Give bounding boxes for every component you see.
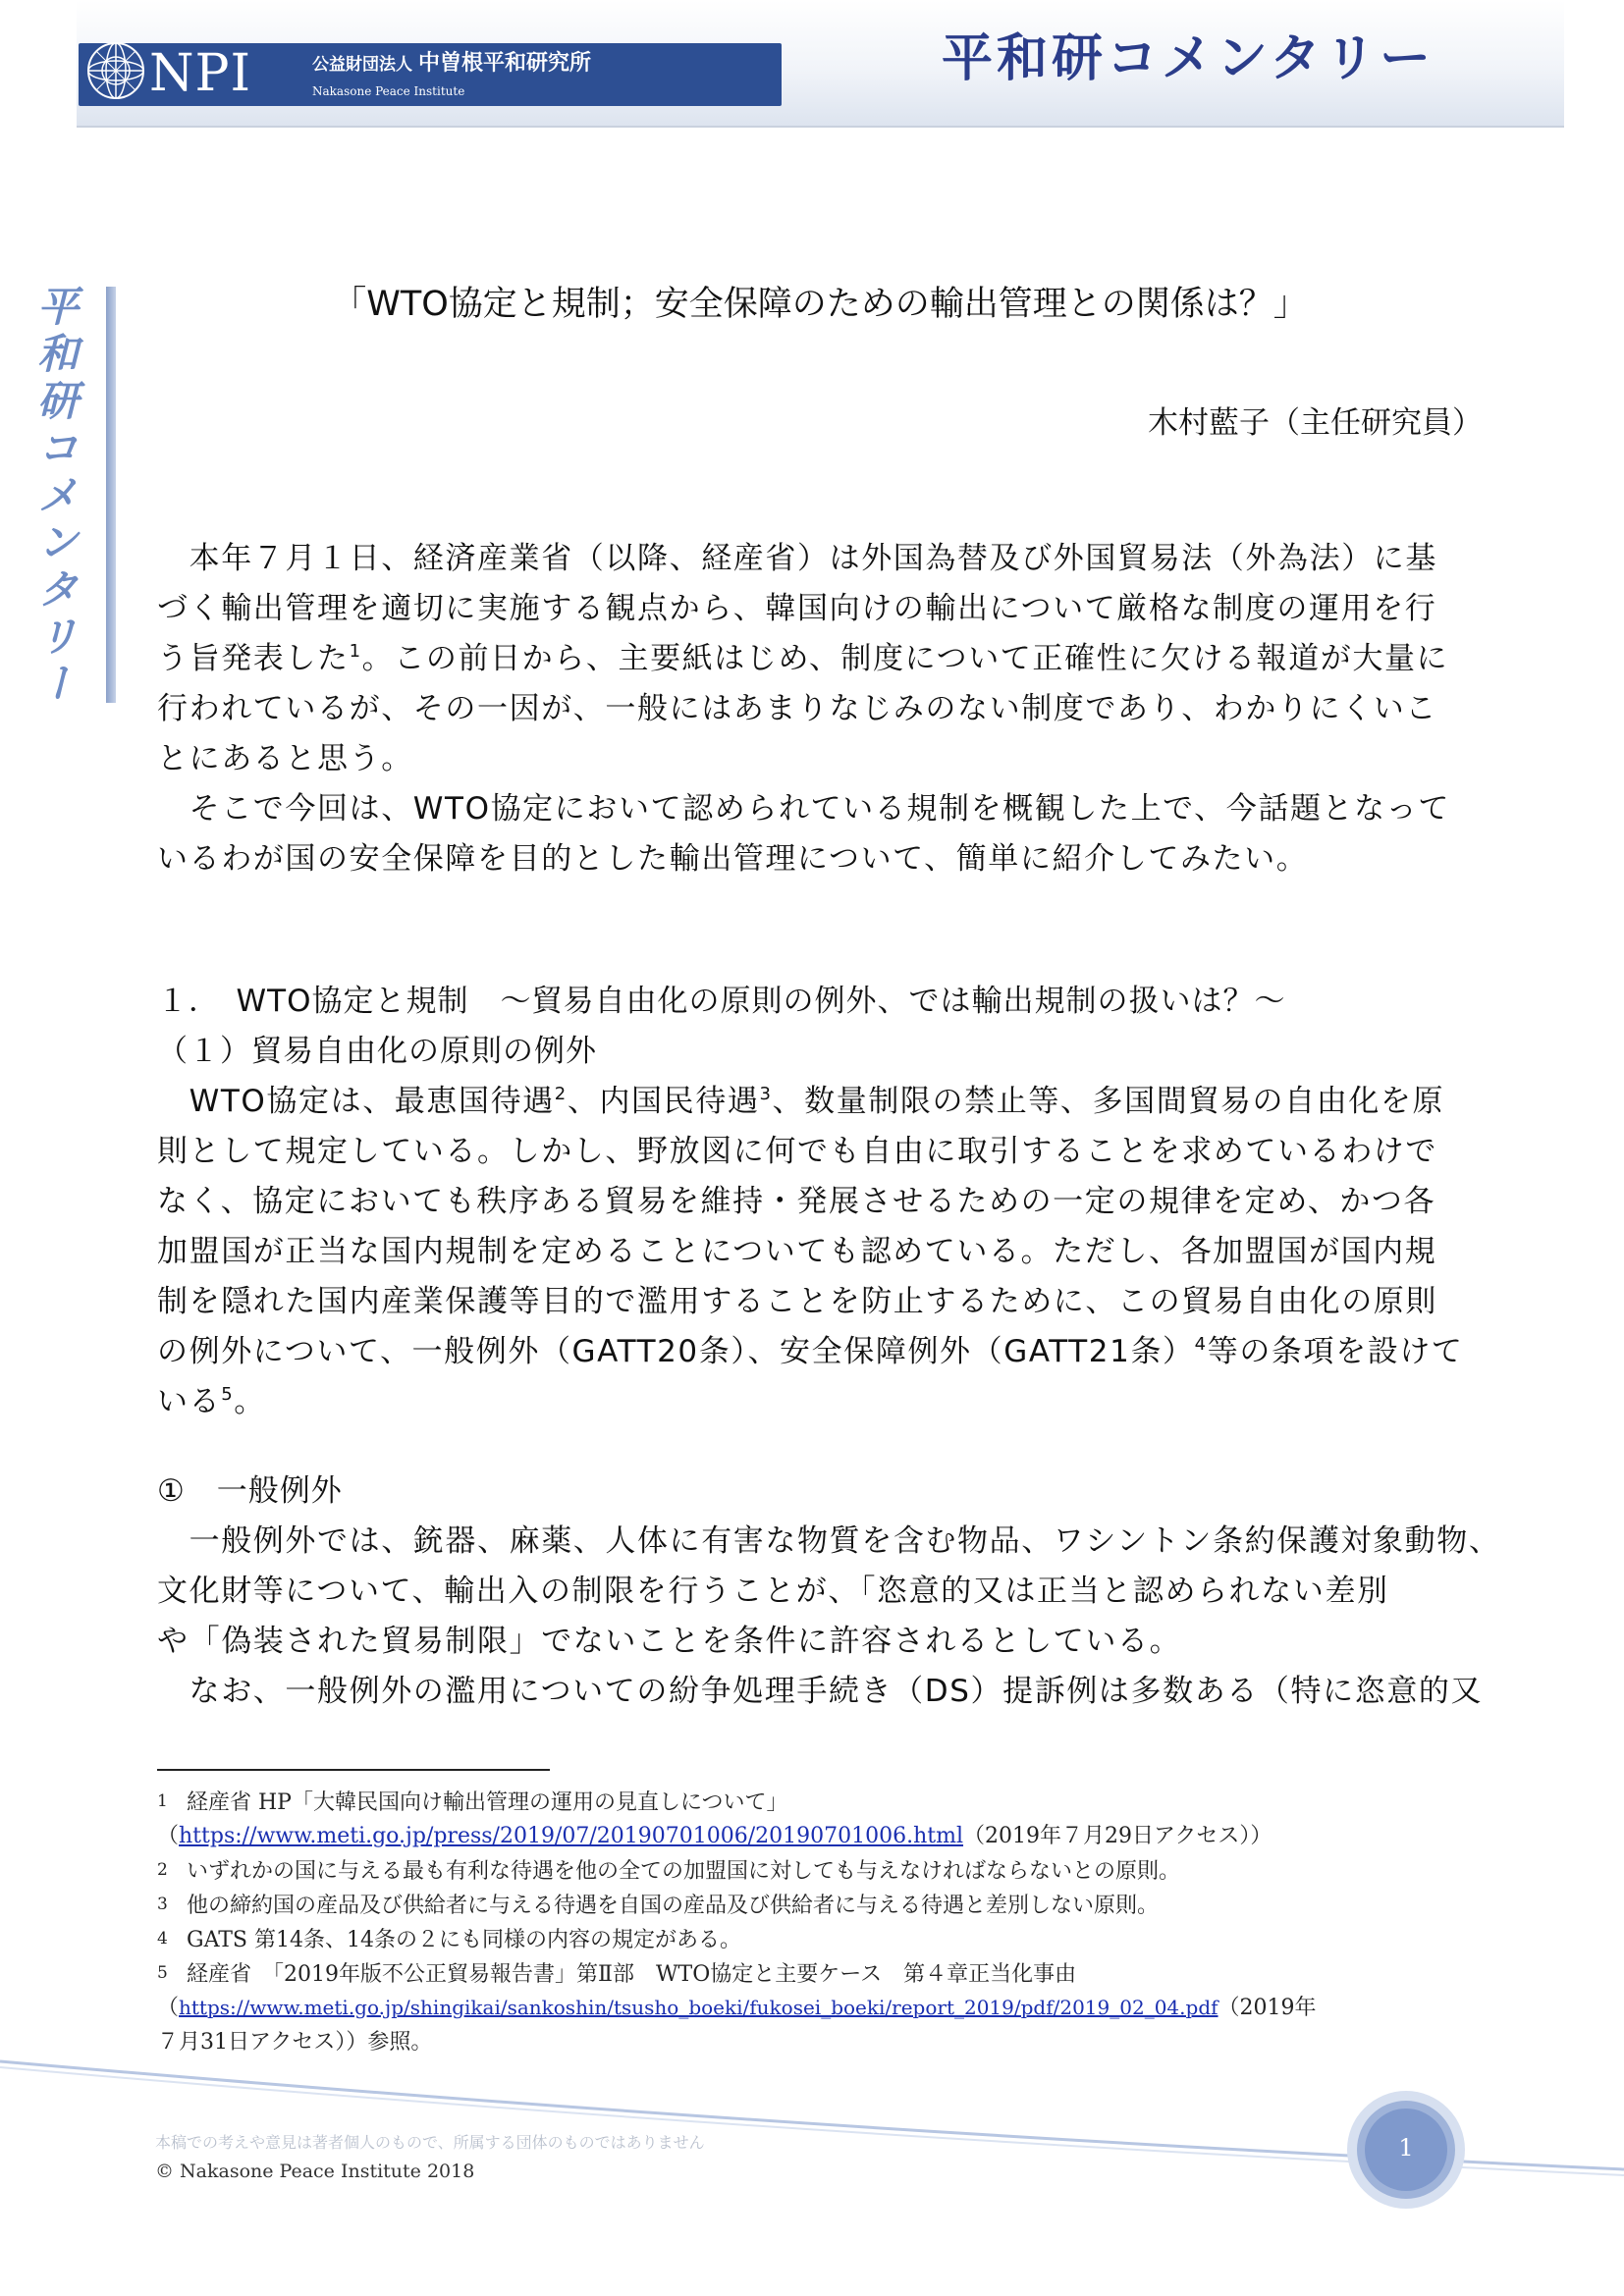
side-banner-title: 平和研コメンタリー	[31, 285, 80, 709]
publication-title: 平和研コメンタリー	[942, 29, 1435, 88]
footnote-number: 1	[157, 1791, 168, 1811]
subsection-heading: （１）貿易自由化の原則の例外	[157, 1034, 597, 1069]
text-line: なお、一般例外の濫用についての紛争処理手続き（DS）提訴例は多数ある（特に恣意的又	[157, 1674, 1484, 1709]
footnote-1	[157, 1785, 1512, 1819]
text-line	[157, 1077, 1492, 1127]
text-run: 。	[234, 1384, 266, 1419]
text-run: 、数量制限の禁止等、多国間貿易の自由化を原	[772, 1084, 1445, 1119]
text-line: いるわが国の安全保障を目的とした輸出管理について、簡単に紹介してみたい。	[157, 841, 1309, 877]
footnote-ref-3[interactable]: 3	[759, 1084, 773, 1104]
footnote-5-line3: ７月31日アクセス））参照。	[157, 2030, 433, 2055]
footnote-ref-5[interactable]: 5	[221, 1384, 235, 1405]
footnote-text: 経産省 HP「大韓民国向け輸出管理の運用の見直しについて」	[187, 1790, 788, 1815]
document-title: 「WTO協定と規制；安全保障のための輸出管理との関係は？」	[332, 285, 1308, 324]
footer-disclaimer: 本稿での考えや意見は著者個人のもので、所属する団体のものではありません	[155, 2133, 705, 2152]
footnote-number: 4	[157, 1929, 168, 1949]
footnote-text: 他の締約国の産品及び供給者に与える待遇を自国の産品及び供給者に与える待遇と差別しない原則。	[187, 1894, 1160, 1918]
footnote-ref-4[interactable]: 4	[1194, 1334, 1208, 1355]
page-number: 1	[1398, 2134, 1414, 2162]
document-author: 木村藍子（主任研究員）	[1148, 405, 1483, 441]
organization-prefix: 公益財団法人	[312, 55, 412, 75]
footnotes	[157, 1785, 1512, 2059]
footer-copyright: © Nakasone Peace Institute 2018	[155, 2161, 475, 2182]
globe-logo-icon	[84, 39, 147, 102]
text-line: 文化財等について、輸出入の制限を行うことが、「恣意的又は正当と認められない差別	[157, 1574, 1389, 1609]
footnote-5-link[interactable]: https://www.meti.go.jp/shingikai/sankoshin/tsusho_boeki/fukosei_boeki/report_2019/pdf/2019_02_04.pdf	[179, 1996, 1218, 2019]
text-line: なく、協定においても秩序ある貿易を維持・発展させるための一定の規律を定め、かつ各	[157, 1184, 1436, 1219]
text-line: 行われているが、その一因が、一般にはあまりなじみのない制度であり、わかりにくいこ	[157, 691, 1437, 726]
text-line: 一般例外では、銃器、麻薬、人体に有害な物質を含む物品、ワシントン条約保護対象動物、	[157, 1523, 1501, 1559]
footnote-1-link[interactable]: https://www.meti.go.jp/press/2019/07/20190701006/20190701006.html	[179, 1824, 964, 1848]
text-run: 、内国民待遇	[567, 1084, 760, 1119]
footnote-ref-1[interactable]: 1	[349, 641, 362, 662]
footnote-text: 経産省 「2019年版不公正貿易報告書」第Ⅱ部 WTO協定と主要ケース 第４章正当化事由	[187, 1962, 1077, 1987]
text-line: 制を隠れた国内産業保護等目的で濫用することを防止するために、この貿易自由化の原則	[157, 1284, 1437, 1319]
text-line: づく輸出管理を適切に実施する観点から、韓国向けの輸出について厳格な制度の運用を行	[157, 591, 1437, 626]
logo-abbreviation: NPI	[149, 44, 252, 103]
text-run: いる	[157, 1384, 222, 1419]
general-exception-heading: ① 一般例外	[157, 1473, 343, 1509]
text-run: の例外について、一般例外（GATT20条）、安全保障例外（GATT21条）	[157, 1334, 1195, 1369]
side-banner-bar	[106, 287, 116, 703]
text-run: 。この前日から、主要紙はじめ、制度について正確性に欠ける報道が大量に	[361, 641, 1449, 676]
text-run: 等の条項を設けて	[1207, 1334, 1464, 1369]
text-run: WTO協定は、最恵国待遇	[157, 1084, 555, 1119]
organization-name-main: 中曽根平和研究所	[418, 51, 592, 76]
footnote-paren: （	[157, 1996, 180, 2020]
section-heading: １． WTO協定と規制 ～貿易自由化の原則の例外、では輸出規制の扱いは？～	[157, 984, 1286, 1019]
footnote-number: 2	[157, 1860, 168, 1880]
footnote-3	[157, 1888, 1512, 1922]
footnote-text: GATS 第14条、14条の２にも同様の内容の規定がある。	[187, 1928, 741, 1952]
text-line: そこで今回は、WTO協定において認められている規制を概観した上で、今話題となって	[157, 791, 1450, 827]
footnote-ref-2[interactable]: 2	[554, 1084, 568, 1104]
text-line: や「偽装された貿易制限」でないことを条件に許容されるとしている。	[157, 1624, 1182, 1659]
footnote-4	[157, 1922, 1512, 1956]
footnote-number: 3	[157, 1895, 168, 1914]
general-exception-body	[157, 1517, 1501, 1717]
intro-paragraph-2	[157, 784, 1492, 884]
footnote-paren: （	[157, 1824, 180, 1848]
text-line: とにあると思う。	[157, 741, 413, 776]
organization-name-english: Nakasone Peace Institute	[312, 84, 465, 98]
footnote-1-link-line	[157, 1819, 1512, 1853]
text-line: 本年７月１日、経済産業省（以降、経産省）は外国為替及び外国貿易法（外為法）に基	[157, 541, 1437, 576]
organization-name	[312, 47, 725, 80]
footnote-5-link-line	[157, 1991, 1512, 2025]
footnote-number: 5	[157, 1963, 168, 1983]
footnote-tail: （2019年７月29日アクセス））	[963, 1824, 1272, 1848]
text-line	[157, 1377, 1492, 1427]
footnote-text: いずれかの国に与える最も有利な待遇を他の全ての加盟国に対しても与えなければならないとの原則。	[187, 1859, 1181, 1884]
footnote-5	[157, 1956, 1512, 1991]
intro-paragraph-1	[157, 534, 1492, 784]
footnote-tail: （2019年	[1218, 1996, 1317, 2020]
text-run: う旨発表した	[157, 641, 350, 676]
text-line	[157, 634, 1492, 684]
text-line: 則として規定している。しかし、野放図に何でも自由に取引することを求めているわけで	[157, 1134, 1437, 1169]
footnote-2	[157, 1853, 1512, 1888]
section1-body	[157, 1077, 1492, 1427]
text-line: 加盟国が正当な国内規制を定めることについても認めている。ただし、各加盟国が国内規	[157, 1234, 1437, 1269]
text-line	[157, 1327, 1492, 1377]
footnote-divider	[157, 1769, 550, 1771]
